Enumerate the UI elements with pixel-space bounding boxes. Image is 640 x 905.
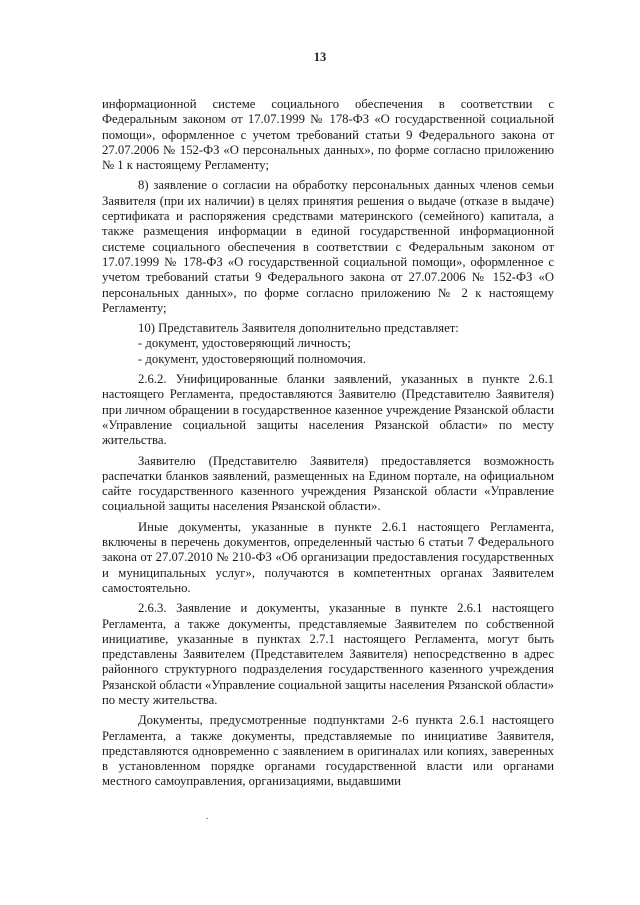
page-number: 13 xyxy=(313,50,327,64)
scan-speck xyxy=(206,818,208,819)
list-item-identity-document: - документ, удостоверяющий личность; xyxy=(138,336,351,351)
paragraph-item-8: 8) заявление о согласии на обработку персональных данных членов семьи Заявителя (при их наличии) в целях принятия решения о выдаче (отказе в выдаче) сертификата и распоряжения средствами материнского (семейного) капитала, а также размещения информации в единой государственной информационной системе социального обеспечения в соответствии с Федеральным законом от 17.07.1999 № 178-ФЗ «О государственной социальной помощи», оформленное с учетом требований статьи 9 Федерального закона от 27.07.2006 № 152-ФЗ «О персональных данных», по форме согласно приложению № 2 к настоящему Регламенту; xyxy=(102,178,554,315)
paragraph-other-documents: Иные документы, указанные в пункте 2.6.1 настоящего Регламента, включены в перечень документов, определенный частью 6 статьи 7 Федерального закона от 27.07.2010 № 210-ФЗ «Об организации предоставления государственных и муниципальных услуг», получаются в компетентных органах Заявителем самостоятельно. xyxy=(102,519,554,595)
paragraph-documents-originals: Документы, предусмотренные подпунктами 2-6 пункта 2.6.1 настоящего Регламента, а также документы, представляемые по инициативе Заявителя, представляются одновременно с заявлением в оригиналах или копиях, заверенных в установленном порядке органами государственной власти или органами местного самоуправления, организациями, выдавшими xyxy=(102,713,554,789)
paragraph-item-10: 10) Представитель Заявителя дополнительно представляет: xyxy=(138,321,459,336)
paragraph-2-6-2: 2.6.2. Унифицированные бланки заявлений, указанных в пункте 2.6.1 настоящего Регламента, предоставляются Заявителю (Представителю Заявителя) при личном обращении в государственное казенное учреждение Рязанской области «Управление социальной защиты населения Рязанской области» по месту жительства. xyxy=(102,372,554,448)
paragraph-continuation: информационной системе социального обеспечения в соответствии с Федеральным законом от 17.07.1999 № 178-ФЗ «О государственной социальной помощи», оформленное с учетом требований статьи 9 Федерального закона от 27.07.2006 № 152-ФЗ «О персональных данных», по форме согласно приложению № 1 к настоящему Регламенту; xyxy=(102,97,554,173)
paragraph-printing-forms: Заявителю (Представителю Заявителя) предоставляется возможность распечатки бланков заявлений, размещенных на Едином портале, на официальном сайте государственного казенного учреждения Рязанской области «Управление социальной защиты населения Рязанской области». xyxy=(102,453,554,514)
list-item-authority-document: - документ, удостоверяющий полномочия. xyxy=(138,351,366,366)
document-body xyxy=(102,97,554,795)
paragraph-2-6-3: 2.6.3. Заявление и документы, указанные в пункте 2.6.1 настоящего Регламента, а также документы, представляемые Заявителем по собственной инициативе, указанные в пунктах 2.7.1 настоящего Регламента, могут быть представлены Заявителем (Представителем Заявителя) непосредственно в адрес районного структурного подразделения государственного казенного учреждения Рязанской области «Управление социальной защиты населения Рязанской области» по месту жительства. xyxy=(102,601,554,707)
